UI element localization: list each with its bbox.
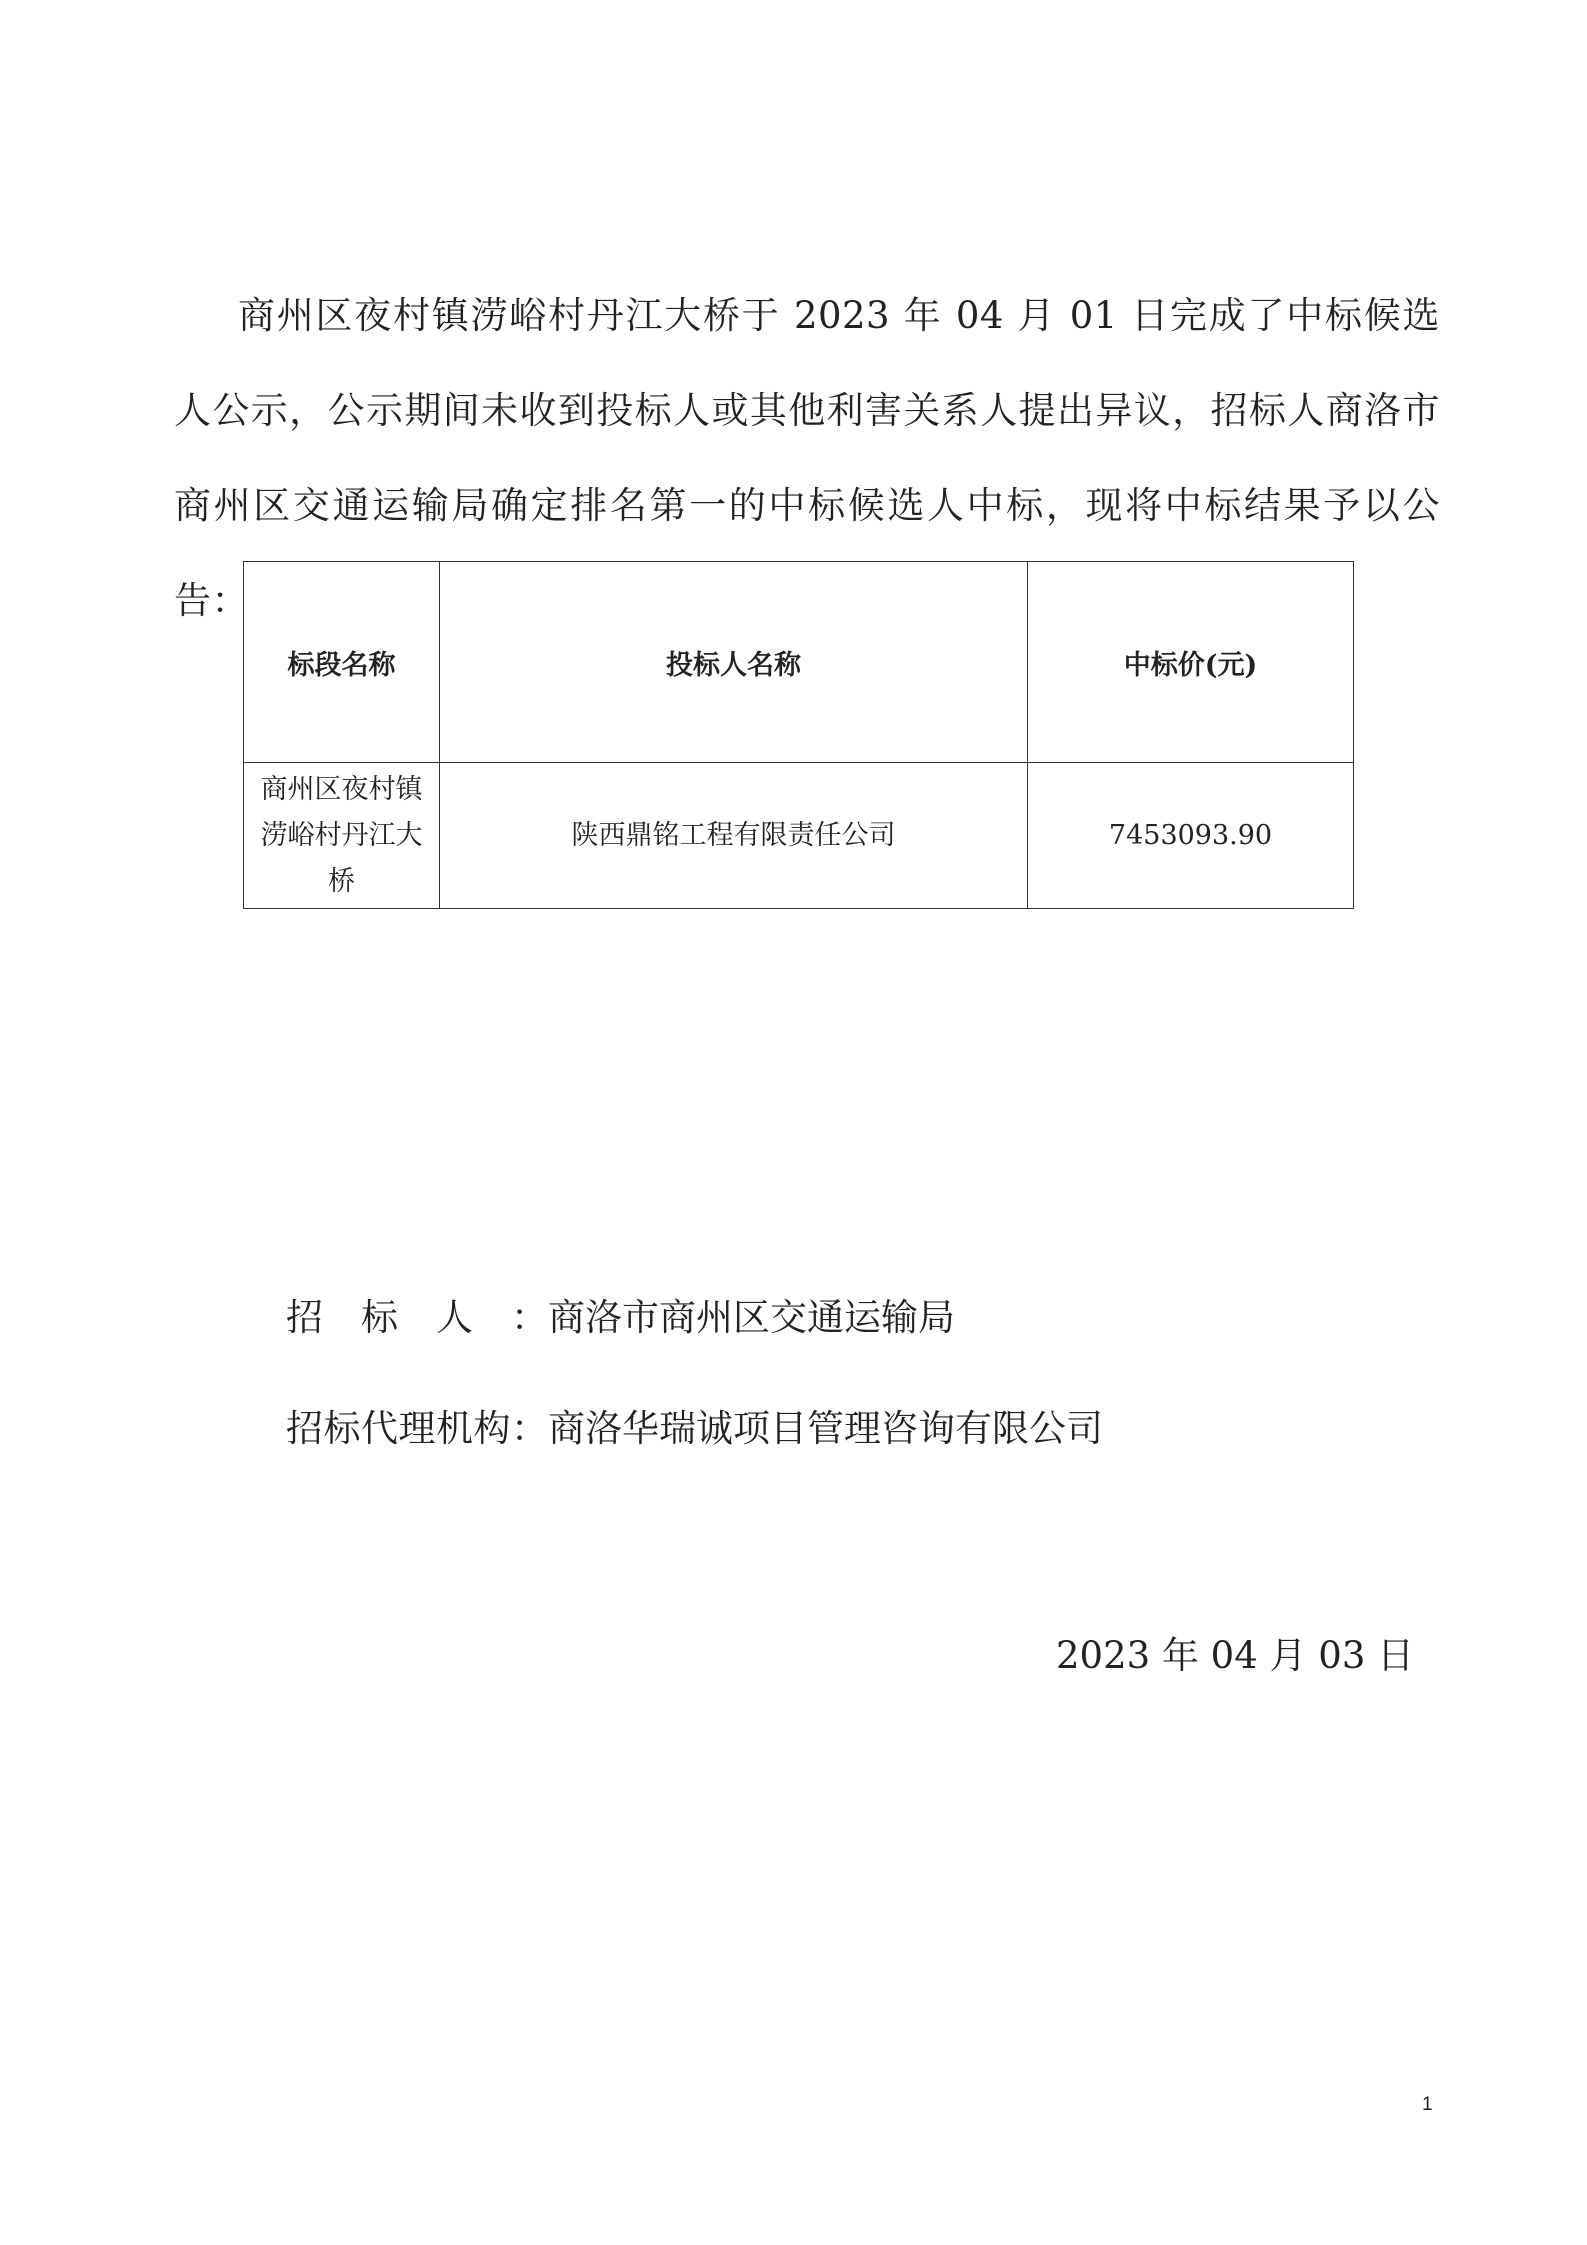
tenderer-line <box>286 1287 955 1341</box>
notice-date: 2023 年 04 月 03 日 <box>1056 1634 1415 1677</box>
tenderer-label: 招标人： <box>286 1296 548 1339</box>
intro-paragraph: 商州区夜村镇涝峪村丹江大桥于 2023 年 04 月 01 日完成了中标候选人公示，公示期间未收到投标人或其他利害关系人提出异议，招标人商洛市商州区交通运输局确定排名第一的中标候选人中标，现将中标结果予以公告： <box>174 294 1440 622</box>
table-row <box>244 763 1354 909</box>
tenderer-value: 商洛市商州区交通运输局 <box>548 1296 955 1339</box>
cell-award-price: 7453093.90 <box>1028 763 1354 909</box>
header-bidder-name: 投标人名称 <box>440 562 1028 763</box>
agency-value: 商洛华瑞诚项目管理咨询有限公司 <box>548 1407 1103 1450</box>
cell-section-name: 商州区夜村镇涝峪村丹江大桥 <box>244 763 440 909</box>
table-header-row <box>244 562 1354 763</box>
agency-label: 招标代理机构： <box>286 1407 548 1450</box>
header-award-price: 中标价(元) <box>1028 562 1354 763</box>
agency-line <box>286 1398 1103 1452</box>
header-section-name: 标段名称 <box>244 562 440 763</box>
cell-bidder-name: 陕西鼎铭工程有限责任公司 <box>440 763 1028 909</box>
page-number: 1 <box>1422 2094 1433 2115</box>
award-table <box>243 561 1354 909</box>
